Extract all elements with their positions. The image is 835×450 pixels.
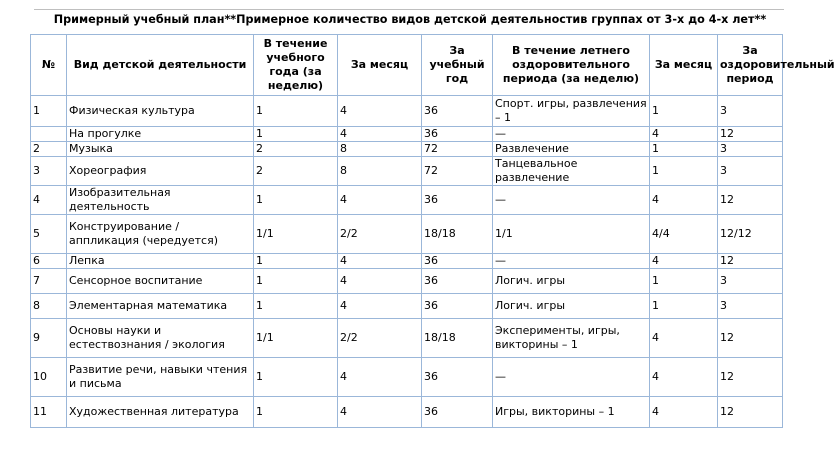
cell-summer-week: — [493, 254, 650, 269]
cell-week: 2 [254, 142, 338, 157]
cell-summer-period: 3 [718, 96, 783, 127]
cell-week: 1 [254, 127, 338, 142]
cell-number: 8 [31, 294, 67, 319]
cell-summer-month: 4 [650, 319, 718, 358]
cell-summer-month: 4/4 [650, 215, 718, 254]
table-row [31, 358, 783, 397]
cell-week: 2 [254, 157, 338, 186]
cell-summer-period: 12 [718, 397, 783, 428]
cell-summer-month: 4 [650, 254, 718, 269]
cell-summer-month: 4 [650, 397, 718, 428]
cell-month: 4 [338, 358, 422, 397]
cell-year: 72 [422, 157, 493, 186]
cell-month: 4 [338, 294, 422, 319]
cell-summer-week: Логич. игры [493, 294, 650, 319]
cell-activity: Лепка [67, 254, 254, 269]
col-header-summer-week: В течение летнего оздоровительного периода (за неделю) [493, 35, 650, 96]
cell-summer-period: 12 [718, 127, 783, 142]
cell-week: 1 [254, 269, 338, 294]
header-row [31, 35, 783, 96]
table-row [31, 254, 783, 269]
cell-activity: Музыка [67, 142, 254, 157]
cell-activity: На прогулке [67, 127, 254, 142]
cell-summer-period: 3 [718, 269, 783, 294]
cell-summer-month: 1 [650, 157, 718, 186]
cell-week: 1/1 [254, 319, 338, 358]
cell-year: 36 [422, 96, 493, 127]
col-header-number: № [31, 35, 67, 96]
cell-year: 36 [422, 269, 493, 294]
cell-number: 9 [31, 319, 67, 358]
cell-summer-month: 4 [650, 186, 718, 215]
cell-activity: Элементарная математика [67, 294, 254, 319]
cell-summer-period: 3 [718, 294, 783, 319]
cell-month: 2/2 [338, 215, 422, 254]
cell-summer-month: 1 [650, 294, 718, 319]
cell-activity: Художественная литература [67, 397, 254, 428]
cell-summer-month: 1 [650, 96, 718, 127]
cell-year: 36 [422, 186, 493, 215]
cell-week: 1 [254, 358, 338, 397]
cell-week: 1 [254, 254, 338, 269]
cell-week: 1 [254, 186, 338, 215]
cell-number: 3 [31, 157, 67, 186]
table-row [31, 269, 783, 294]
cell-year: 18/18 [422, 319, 493, 358]
cell-activity: Физическая культура [67, 96, 254, 127]
table-row [31, 127, 783, 142]
cell-summer-week: — [493, 127, 650, 142]
cell-number: 2 [31, 142, 67, 157]
cell-number: 11 [31, 397, 67, 428]
col-header-summer-period: За оздоровительный период [718, 35, 783, 96]
cell-month: 8 [338, 142, 422, 157]
cell-summer-week: Игры, викторины – 1 [493, 397, 650, 428]
cell-summer-period: 12 [718, 186, 783, 215]
cell-summer-week: Спорт. игры, развлечения – 1 [493, 96, 650, 127]
curriculum-table [30, 34, 835, 428]
cell-activity: Изобразительная деятельность [67, 186, 254, 215]
cell-summer-week: Эксперименты, игры, викторины – 1 [493, 319, 650, 358]
cell-summer-period: 12 [718, 254, 783, 269]
cell-activity: Развитие речи, навыки чтения и письма [67, 358, 254, 397]
cell-week: 1 [254, 96, 338, 127]
top-rule [34, 9, 784, 10]
cell-year: 36 [422, 294, 493, 319]
cell-month: 4 [338, 186, 422, 215]
cell-summer-period: 12 [718, 358, 783, 397]
cell-summer-week: Развлечение [493, 142, 650, 157]
cell-summer-month: 1 [650, 142, 718, 157]
cell-summer-month: 1 [650, 269, 718, 294]
col-header-summer-month: За месяц [650, 35, 718, 96]
cell-month: 4 [338, 96, 422, 127]
col-header-school-year: За учебный год [422, 35, 493, 96]
cell-year: 18/18 [422, 215, 493, 254]
cell-month: 4 [338, 397, 422, 428]
cell-activity: Хореография [67, 157, 254, 186]
cell-summer-period: 3 [718, 142, 783, 157]
cell-year: 36 [422, 254, 493, 269]
cell-week: 1 [254, 397, 338, 428]
table-row [31, 186, 783, 215]
cell-activity: Основы науки и естествознания / экология [67, 319, 254, 358]
col-header-activity: Вид детской деятельности [67, 35, 254, 96]
table-row [31, 142, 783, 157]
cell-week: 1 [254, 294, 338, 319]
cell-year: 36 [422, 397, 493, 428]
cell-number: 5 [31, 215, 67, 254]
cell-summer-month: 4 [650, 358, 718, 397]
cell-number: 1 [31, 96, 67, 127]
cell-summer-week: — [493, 358, 650, 397]
cell-month: 8 [338, 157, 422, 186]
cell-number: 4 [31, 186, 67, 215]
cell-activity: Конструирование / аппликация (чередуется) [67, 215, 254, 254]
cell-month: 2/2 [338, 319, 422, 358]
cell-number: 6 [31, 254, 67, 269]
table-row [31, 319, 783, 358]
table-row [31, 215, 783, 254]
cell-summer-week: Логич. игры [493, 269, 650, 294]
table-row [31, 157, 783, 186]
col-header-school-year-week: В течение учебного года (за неделю) [254, 35, 338, 96]
cell-number: 7 [31, 269, 67, 294]
cell-summer-period: 12 [718, 319, 783, 358]
cell-year: 36 [422, 127, 493, 142]
cell-summer-week: Танцевальное развлечение [493, 157, 650, 186]
cell-year: 72 [422, 142, 493, 157]
table-row [31, 397, 783, 428]
table-row [31, 96, 783, 127]
cell-month: 4 [338, 127, 422, 142]
cell-month: 4 [338, 269, 422, 294]
page-title: Примерный учебный план**Примерное количество видов детской деятельностив группах от 3-х до 4-х лет** [53, 13, 767, 26]
cell-summer-week: — [493, 186, 650, 215]
cell-summer-month: 4 [650, 127, 718, 142]
cell-week: 1/1 [254, 215, 338, 254]
cell-number [31, 127, 67, 142]
cell-year: 36 [422, 358, 493, 397]
cell-summer-period: 12/12 [718, 215, 783, 254]
cell-month: 4 [338, 254, 422, 269]
cell-summer-week: 1/1 [493, 215, 650, 254]
cell-summer-period: 3 [718, 157, 783, 186]
col-header-month: За месяц [338, 35, 422, 96]
table-row [31, 294, 783, 319]
cell-activity: Сенсорное воспитание [67, 269, 254, 294]
cell-number: 10 [31, 358, 67, 397]
